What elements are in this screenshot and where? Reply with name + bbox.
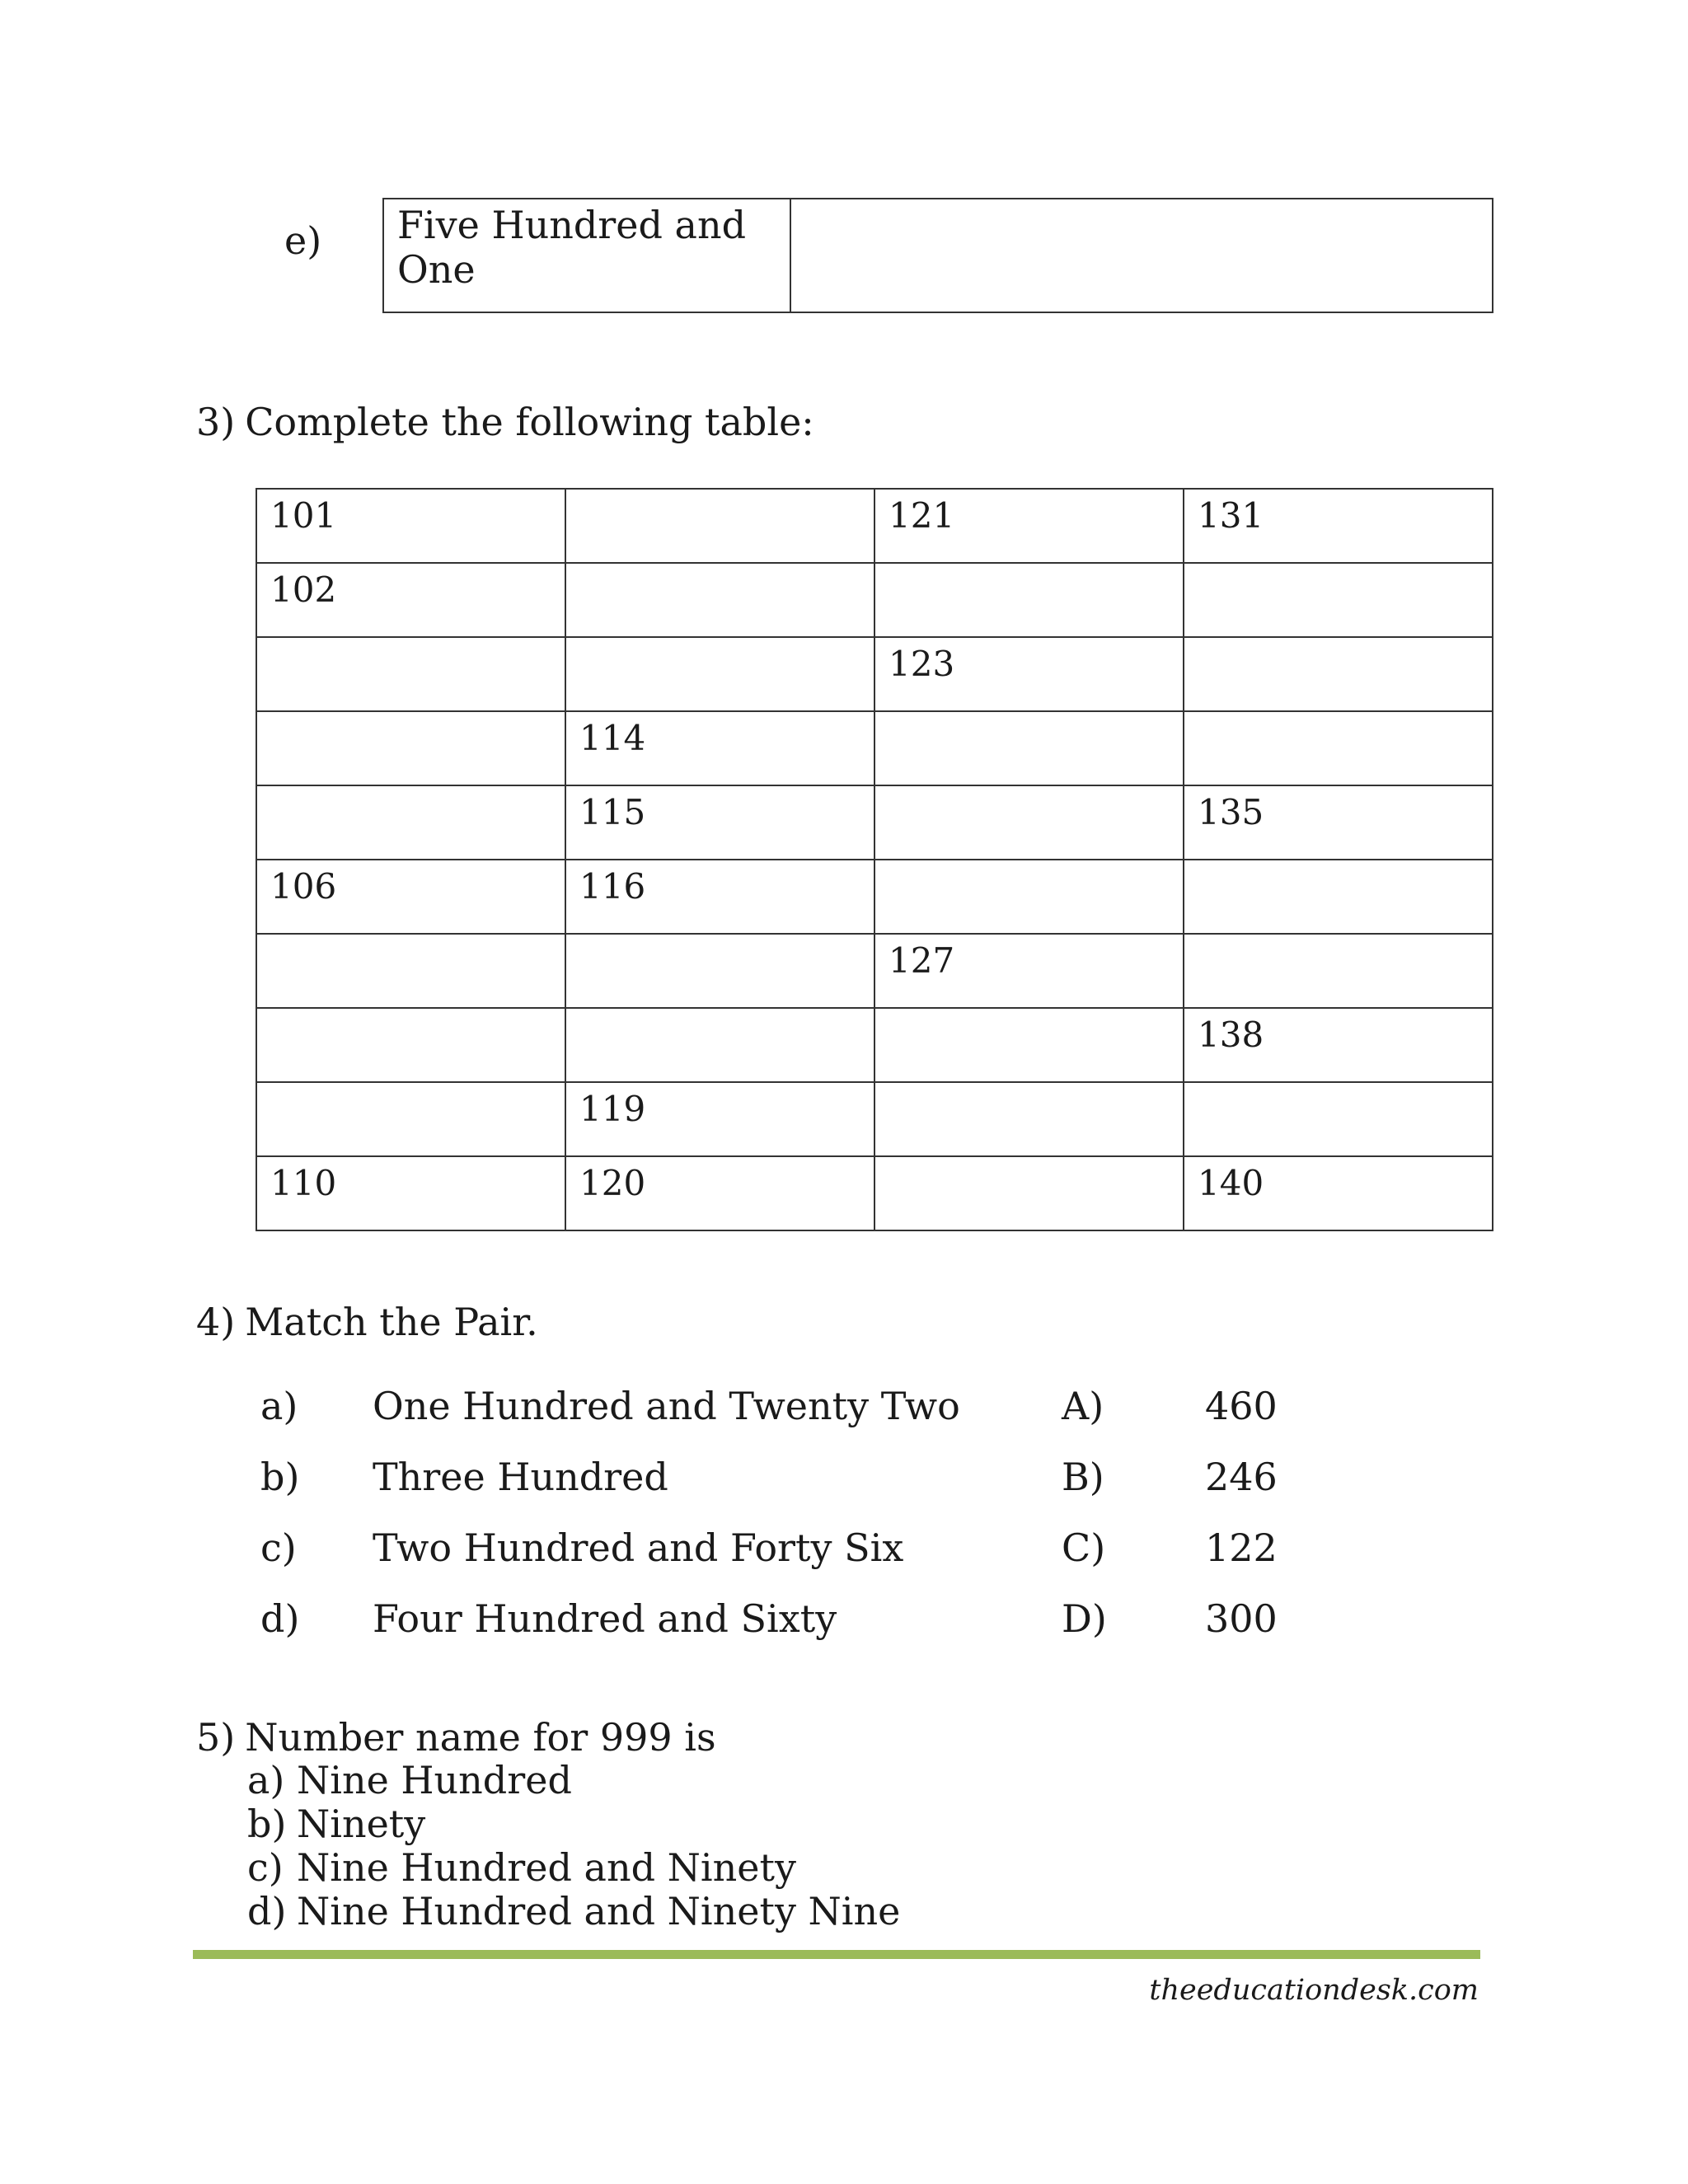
table-cell xyxy=(1184,637,1493,711)
table-cell xyxy=(565,563,874,637)
table-cell: 102 xyxy=(256,563,565,637)
table-row xyxy=(256,785,1493,860)
table-cell: 140 xyxy=(1184,1156,1493,1230)
table-row xyxy=(256,860,1493,934)
match-pairs xyxy=(256,1381,1327,1665)
table-cell: 120 xyxy=(565,1156,874,1230)
footer-divider xyxy=(193,1950,1480,1959)
option-label: b) xyxy=(247,1802,287,1846)
option-text: Ninety xyxy=(297,1802,426,1846)
match-row xyxy=(256,1452,1327,1523)
table-cell xyxy=(256,785,565,860)
table-cell xyxy=(256,934,565,1008)
table-cell xyxy=(874,1156,1184,1230)
match-left-text: Two Hundred and Forty Six xyxy=(373,1526,904,1570)
match-left-text: One Hundred and Twenty Two xyxy=(373,1384,960,1428)
question-3-text: Complete the following table: xyxy=(245,400,814,444)
match-right-label: D) xyxy=(1062,1596,1107,1641)
table-row xyxy=(256,1082,1493,1156)
table-cell: 101 xyxy=(256,489,565,563)
table-cell: 121 xyxy=(874,489,1184,563)
table-cell xyxy=(256,1008,565,1082)
match-right-label: B) xyxy=(1062,1455,1104,1499)
table-cell: 127 xyxy=(874,934,1184,1008)
match-row xyxy=(256,1594,1327,1665)
table-row xyxy=(256,1156,1493,1230)
table-row xyxy=(256,934,1493,1008)
option-a xyxy=(247,1759,900,1802)
match-right-value: 300 xyxy=(1205,1596,1278,1641)
footer-site-name: theeducationdesk.com xyxy=(1149,1974,1479,2007)
table-row xyxy=(256,489,1493,563)
table-cell xyxy=(1184,934,1493,1008)
option-text: Nine Hundred xyxy=(297,1758,572,1802)
table-cell xyxy=(874,711,1184,785)
number-name-cell: Five Hundred and One xyxy=(383,199,790,312)
table-cell xyxy=(565,1008,874,1082)
table-cell xyxy=(256,1082,565,1156)
table-cell xyxy=(874,563,1184,637)
match-right-value: 246 xyxy=(1205,1455,1278,1499)
table-cell xyxy=(565,489,874,563)
question-5-number: 5) xyxy=(196,1715,236,1760)
number-grid-table xyxy=(256,488,1493,1231)
question-4-heading xyxy=(196,1299,538,1345)
table-cell xyxy=(1184,860,1493,934)
option-text: Nine Hundred and Ninety Nine xyxy=(297,1889,901,1933)
option-c xyxy=(247,1846,900,1890)
option-label: a) xyxy=(247,1758,285,1802)
table-cell: 110 xyxy=(256,1156,565,1230)
option-d xyxy=(247,1890,900,1933)
table-cell: 119 xyxy=(565,1082,874,1156)
table-cell xyxy=(874,785,1184,860)
match-left-label: d) xyxy=(260,1596,300,1641)
table-row xyxy=(256,711,1493,785)
match-left-label: c) xyxy=(260,1526,297,1570)
item-label-e: e) xyxy=(284,218,322,263)
table-cell xyxy=(256,711,565,785)
table-cell: 131 xyxy=(1184,489,1493,563)
option-text: Nine Hundred and Ninety xyxy=(297,1845,796,1890)
match-right-label: C) xyxy=(1062,1526,1106,1570)
table-cell: 135 xyxy=(1184,785,1493,860)
table-cell: 106 xyxy=(256,860,565,934)
table-cell xyxy=(256,637,565,711)
question-3-heading xyxy=(196,399,814,445)
table-row xyxy=(256,637,1493,711)
match-left-label: b) xyxy=(260,1455,300,1499)
table-cell: 116 xyxy=(565,860,874,934)
match-left-text: Four Hundred and Sixty xyxy=(373,1596,837,1641)
table-cell xyxy=(1184,711,1493,785)
match-right-value: 460 xyxy=(1205,1384,1278,1428)
table-cell: 115 xyxy=(565,785,874,860)
table-cell xyxy=(565,637,874,711)
option-label: d) xyxy=(247,1889,287,1933)
table-cell xyxy=(1184,563,1493,637)
table-cell: 138 xyxy=(1184,1008,1493,1082)
option-b xyxy=(247,1802,900,1846)
table-cell: 123 xyxy=(874,637,1184,711)
table-row xyxy=(256,1008,1493,1082)
table-cell: 114 xyxy=(565,711,874,785)
table-cell xyxy=(1184,1082,1493,1156)
table-cell xyxy=(874,860,1184,934)
question-4-number: 4) xyxy=(196,1300,236,1344)
answer-cell xyxy=(790,199,1493,312)
table-cell xyxy=(874,1008,1184,1082)
match-left-label: a) xyxy=(260,1384,298,1428)
question-4-text: Match the Pair. xyxy=(245,1300,538,1344)
match-row xyxy=(256,1381,1327,1452)
match-right-label: A) xyxy=(1062,1384,1104,1428)
table-cell xyxy=(874,1082,1184,1156)
match-right-value: 122 xyxy=(1205,1526,1278,1570)
question-5-heading xyxy=(196,1714,716,1760)
match-left-text: Three Hundred xyxy=(373,1455,668,1499)
option-label: c) xyxy=(247,1845,284,1890)
question-3-number: 3) xyxy=(196,400,236,444)
table-row xyxy=(256,563,1493,637)
question-5-text: Number name for 999 is xyxy=(245,1715,716,1760)
number-name-table-row-e xyxy=(382,198,1493,313)
table-cell xyxy=(565,934,874,1008)
question-5-options xyxy=(247,1759,900,1933)
match-row xyxy=(256,1523,1327,1594)
